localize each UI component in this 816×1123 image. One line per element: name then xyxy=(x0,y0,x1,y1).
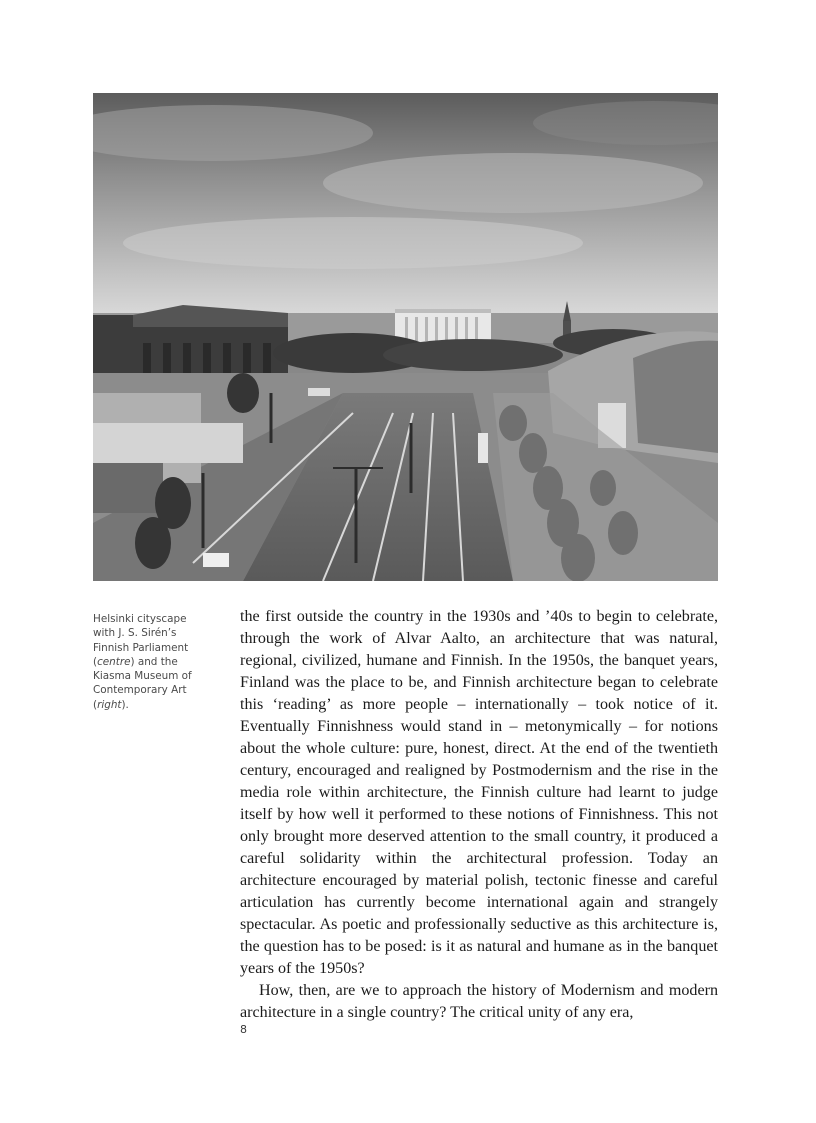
body-text xyxy=(240,606,718,1024)
page-number: 8 xyxy=(240,1023,247,1036)
figure-caption xyxy=(93,612,211,712)
paragraph: the first outside the country in the 1930s and ’40s to begin to celebrate, through the work of Alvar Aalto, an architecture that was natural, regional, civilized, humane and Finnish. In the 1950s, the banquet years, Finland was the place to be, and Finnish architecture began to celebrate this ‘reading’ as more people – internationally – took notice of it. Eventually Finnishness would stand in – metonymically – for notions about the whole culture: pure, honest, direct. At the end of the twentieth century, encouraged and realigned by Postmodernism and the rise in the media role within architecture, the Finnish culture had learnt to judge itself by how well it performed to these notions of Finnishness. This not only brought more deserved attention to the small country, it produced a careful solidarity within the architectural profession. Today an architecture encouraged by material polish, tectonic finesse and careful articulation has currently become international again and strangely spectacular. As poetic and professionally seductive as this architecture is, the question has to be posed: is it as natural and humane as in the banquet years of the 1950s? xyxy=(240,608,718,977)
caption-emphasis-right: right xyxy=(97,698,122,711)
helsinki-cityscape-photo xyxy=(93,93,718,581)
photo-icon xyxy=(93,93,718,581)
paragraph: How, then, are we to approach the history of Modernism and modern architecture in a single country? The critical unity of any era, xyxy=(240,982,718,1021)
caption-text-mid: ) and the Kiasma Museum of Contemporary Art ( xyxy=(93,655,192,711)
caption-text-pre: Helsinki cityscape with J. S. Sirén’s Finnish Parliament ( xyxy=(93,613,189,668)
caption-text-post: ). xyxy=(121,698,129,711)
caption-emphasis-centre: centre xyxy=(97,655,131,668)
